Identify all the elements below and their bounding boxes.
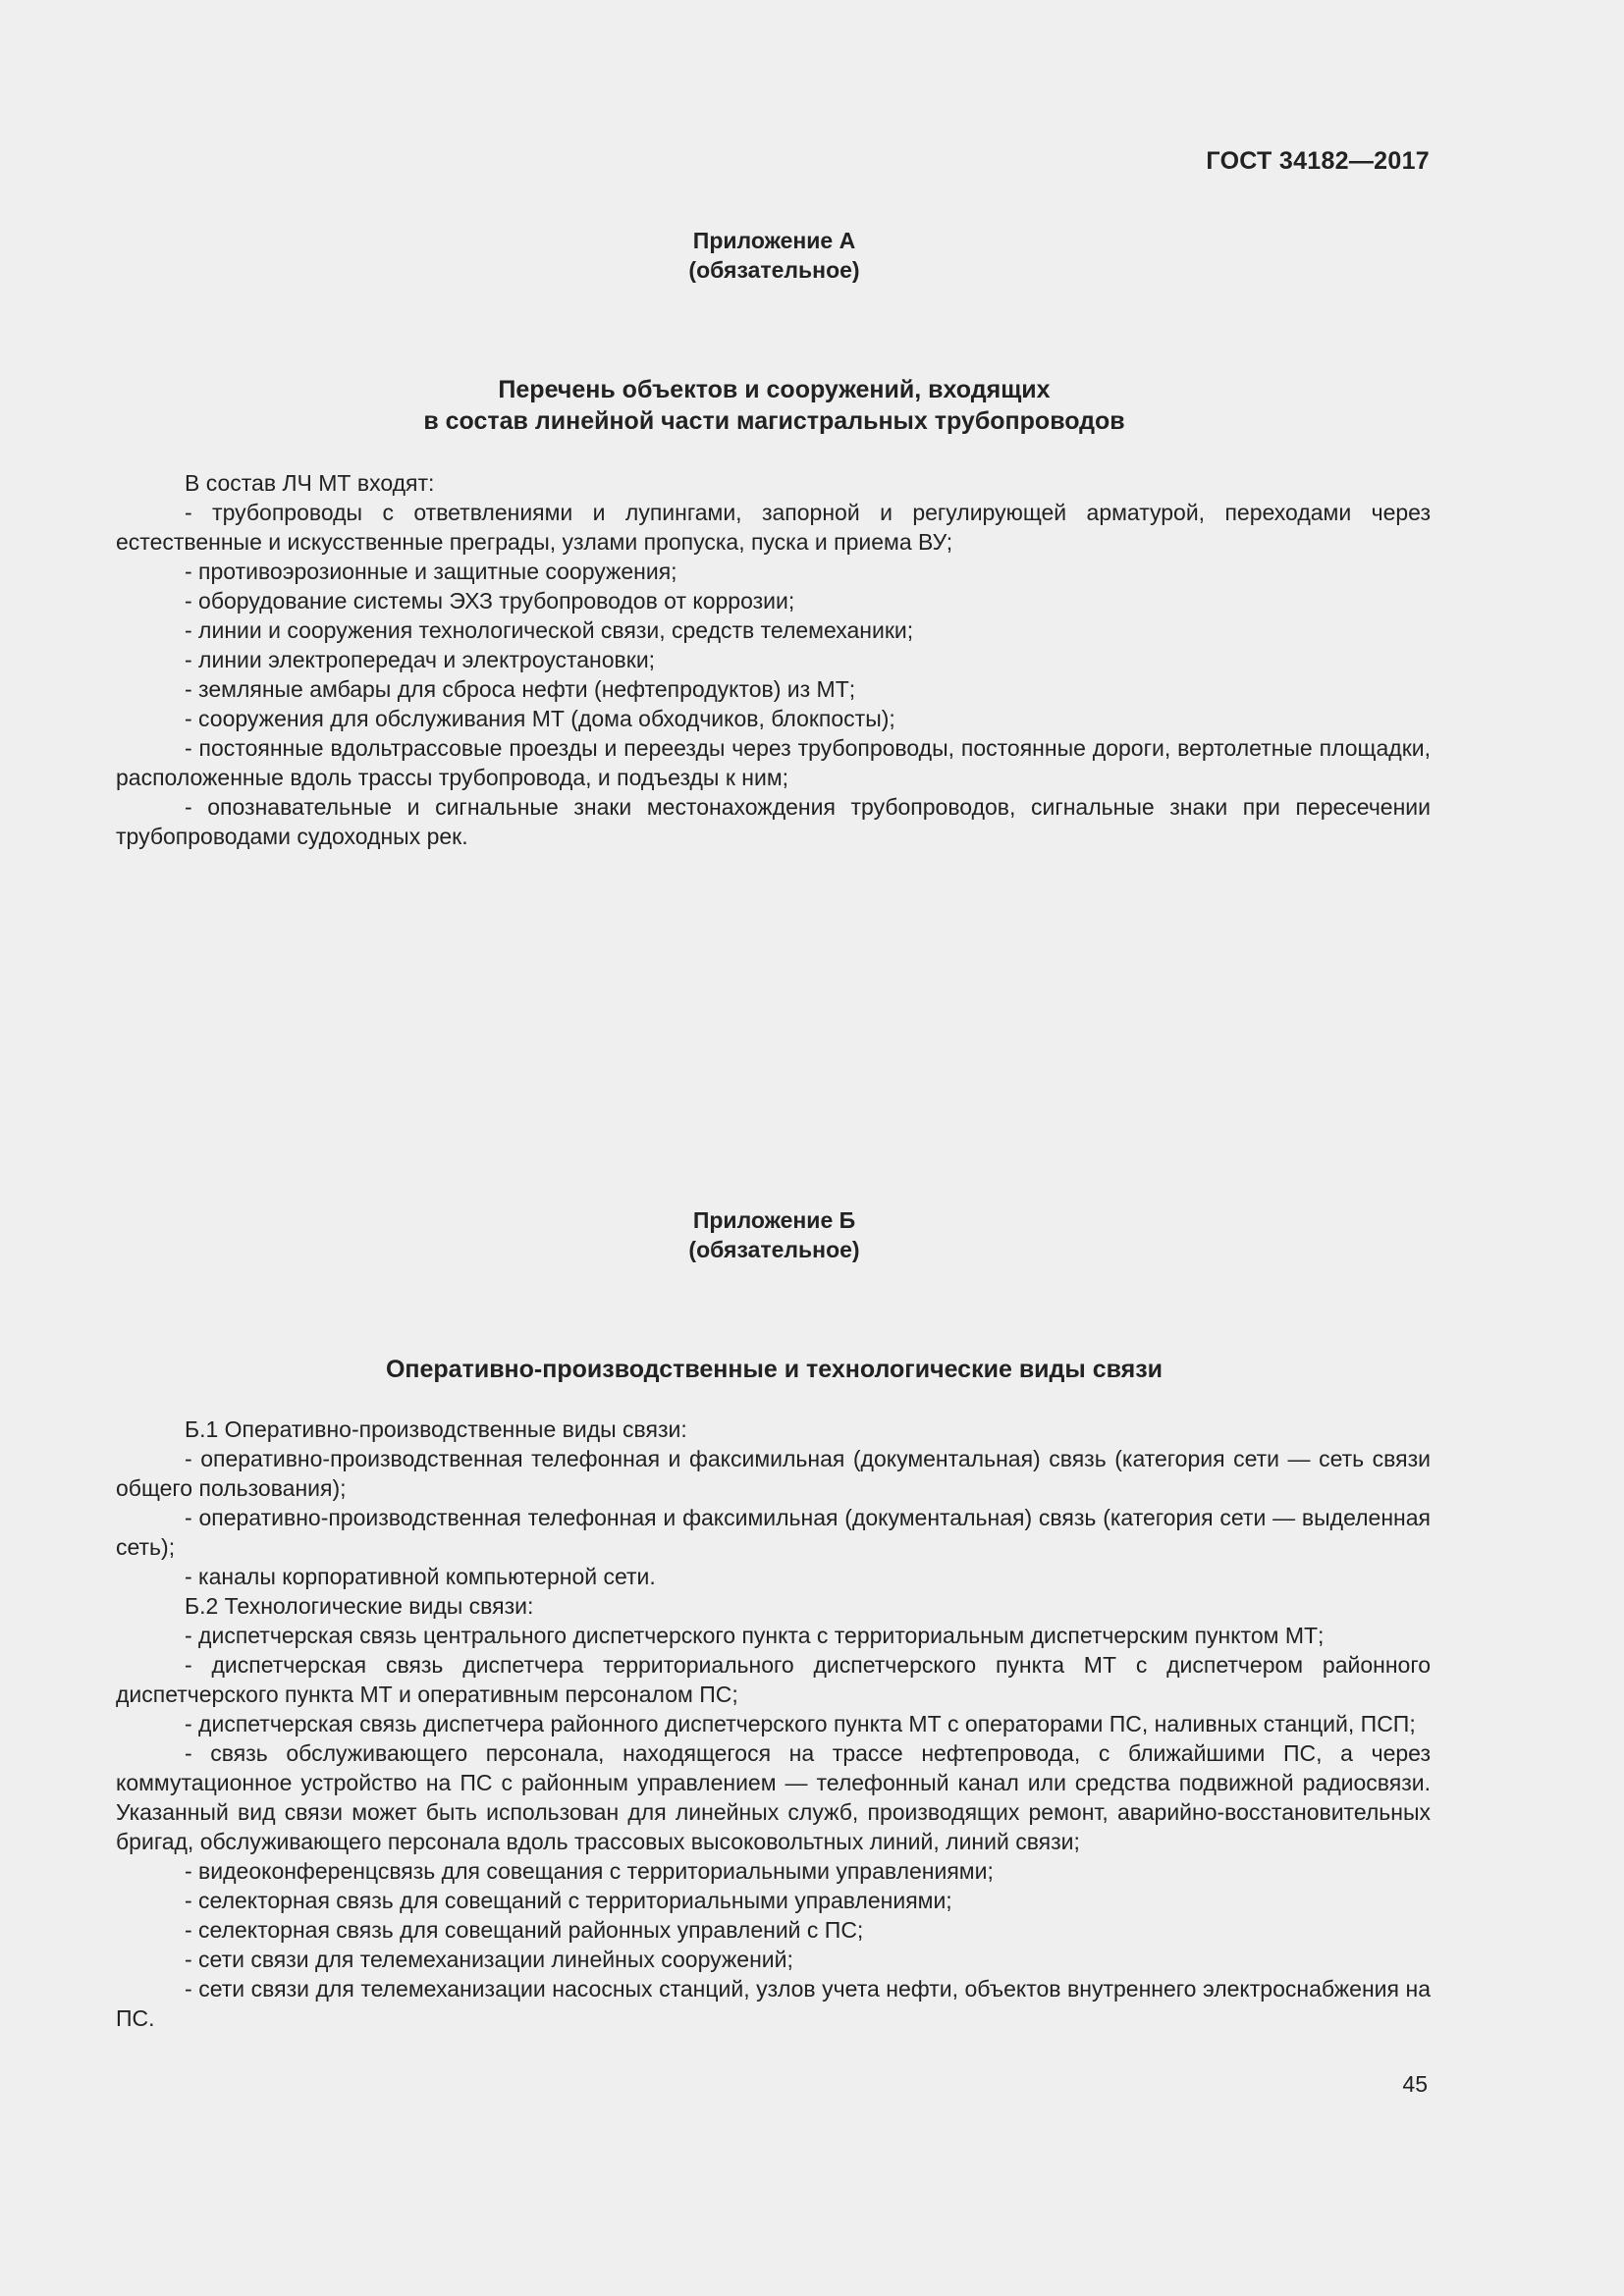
appendix-a-title-line1: Перечень объектов и сооружений, входящих <box>498 376 1051 403</box>
appendix-b-paragraph: - диспетчерская связь диспетчера районного диспетчерского пункта МТ с операторами ПС, наливных станций, ПСП; <box>185 1711 1416 1736</box>
appendix-b-paragraph: - селекторная связь для совещаний районных управлений с ПС; <box>185 1917 864 1943</box>
appendix-b-status: (обязательное) <box>688 1237 860 1262</box>
appendix-b-label: Приложение Б <box>692 1207 856 1233</box>
appendix-a-paragraph: - линии и сооружения технологической связи, средств телемеханики; <box>185 617 914 643</box>
appendix-b-paragraph: - сети связи для телемеханизации линейных сооружений; <box>185 1947 793 1972</box>
appendix-b-paragraph: - оперативно-производственная телефонная и факсимильная (документальная) связь (категория сети — сеть связи общего пользования); <box>116 1446 1431 1501</box>
appendix-a-paragraph: - оборудование системы ЭХЗ трубопроводов от коррозии; <box>185 588 795 614</box>
appendix-b-paragraph: - каналы корпоративной компьютерной сети. <box>185 1564 656 1589</box>
appendix-a-paragraph: - земляные амбары для сброса нефти (нефтепродуктов) из МТ; <box>185 676 856 702</box>
appendix-a-paragraph: - линии электропередач и электроустановки; <box>185 647 656 672</box>
appendix-a-paragraph: - опознавательные и сигнальные знаки местонахождения трубопроводов, сигнальные знаки при пересечении трубопроводами судоходных рек. <box>116 794 1431 849</box>
appendix-a-paragraph: - противоэрозионные и защитные сооружения; <box>185 559 677 584</box>
appendix-a-status: (обязательное) <box>688 257 860 283</box>
appendix-b-paragraph: - диспетчерская связь центрального диспетчерского пункта с территориальным диспетчерским пунктом МТ; <box>185 1623 1325 1648</box>
appendix-a-paragraph: - сооружения для обслуживания МТ (дома обходчиков, блокпосты); <box>185 706 895 731</box>
page-number: 45 <box>1402 2071 1428 2097</box>
appendix-a-label: Приложение А <box>692 228 856 253</box>
appendix-b-paragraph: - сети связи для телемеханизации насосных станций, узлов учета нефти, объектов внутреннего электроснабжения на ПС. <box>116 1976 1431 2031</box>
appendix-a-title-line2: в состав линейной части магистральных трубопроводов <box>423 407 1125 435</box>
appendix-a-paragraph: - трубопроводы с ответвлениями и лупингами, запорной и регулирующей арматурой, переходами через естественные и искусственные преграды, узлами пропуска, пуска и приема ВУ; <box>116 500 1431 555</box>
appendix-a-body <box>116 468 1431 851</box>
appendix-b-title: Оперативно-производственные и технологические виды связи <box>385 1356 1164 1383</box>
appendix-b-paragraph: - оперативно-производственная телефонная и факсимильная (документальная) связь (категория сети — выделенная сеть); <box>116 1505 1431 1560</box>
appendix-a-paragraph: В состав ЛЧ МТ входят: <box>185 470 435 496</box>
appendix-b-paragraph: - связь обслуживающего персонала, находящегося на трассе нефтепровода, с ближайшими ПС, а через коммутационное устройство на ПС с районным управлением — телефонный канал или средства подвижной радиосвязи. Указанный вид связи может быть использован для линейных служб, производящих ремонт, аварийно-восстановительных бригад, обслуживающего персонала вдоль трассовых высоковольтных линий, линий связи; <box>116 1740 1431 1854</box>
appendix-b-paragraph: - селекторная связь для совещаний с территориальными управлениями; <box>185 1888 952 1913</box>
appendix-b-paragraph: Б.1 Оперативно-производственные виды связи: <box>185 1416 687 1442</box>
appendix-b-paragraph: - диспетчерская связь диспетчера территориального диспетчерского пункта МТ с диспетчером районного диспетчерского пункта МТ и оперативным персоналом ПС; <box>116 1652 1431 1707</box>
appendix-b-paragraph: Б.2 Технологические виды связи: <box>185 1593 534 1619</box>
document-code: ГОСТ 34182—2017 <box>1206 147 1430 175</box>
appendix-b-body <box>116 1415 1431 2033</box>
appendix-a-paragraph: - постоянные вдольтрассовые проезды и переезды через трубопроводы, постоянные дороги, вертолетные площадки, расположенные вдоль трассы трубопровода, и подъезды к ним; <box>116 735 1431 790</box>
appendix-b-paragraph: - видеоконференцсвязь для совещания с территориальными управлениями; <box>185 1858 994 1884</box>
